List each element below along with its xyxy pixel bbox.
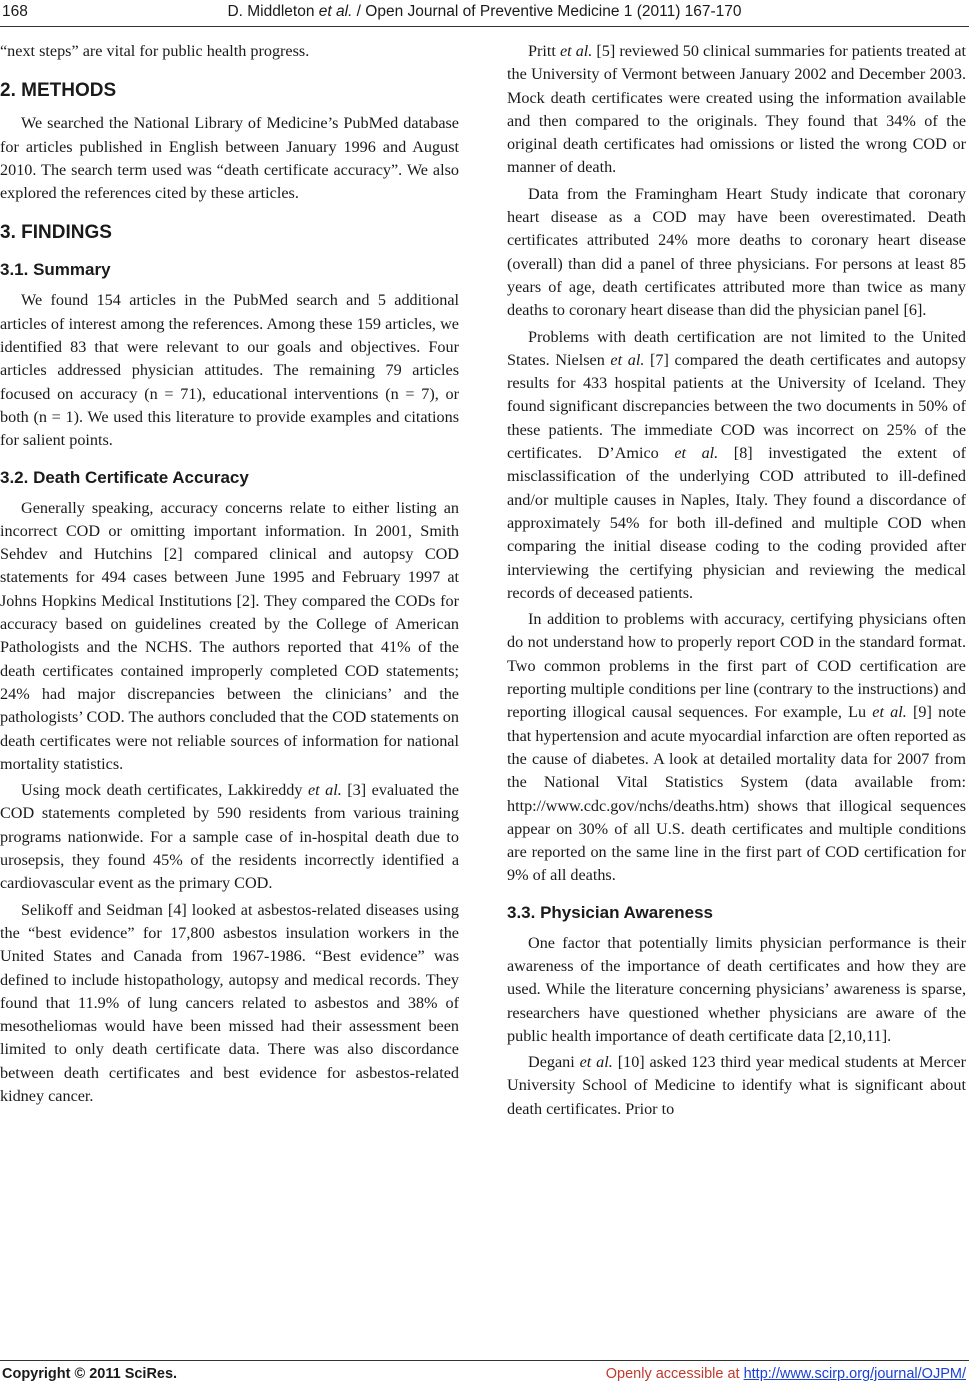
summary-heading: 3.1. Summary — [0, 260, 111, 280]
findings-heading: 3. FINDINGS — [0, 222, 112, 244]
journal-link[interactable]: http://www.scirp.org/journal/OJPM/ — [743, 1366, 966, 1382]
copyright-notice: Copyright © 2011 SciRes. — [2, 1366, 178, 1382]
right-column — [507, 40, 966, 1124]
accuracy-paragraph-3: Selikoff and Seidman [4] looked at asbestos-related diseases using the “best evidence” for 17,800 asbestos insulation workers in the United States and Canada from 1967-1986. “Best evidence” was defined to include histopathology, autopsy and medical records. They found that 11.9% of lung cancers related to asbestos and 38% of mesotheliomas would have been missed had their assessment been limited to only death certificate data. There was also discordance between death certificates and best evidence for asbestos-related kidney cancer. — [0, 900, 459, 1105]
intro-continuation: “next steps” are vital for public health progress. — [0, 42, 310, 60]
awareness-paragraph-1: One factor that potentially limits physician performance is their awareness of the importance of death certificates and how they are used. While the literature concerning physicians’ awareness is sparse, researchers have questioned whether physicians are aware of the public health importance of death certificate data [2,10,11]. — [507, 933, 966, 1045]
accuracy-paragraph-2: Using mock death certificates, Lakkireddy et al. [3] evaluated the COD statements completed by 590 residents from various training programs nationwide. For a sample case of in-hospital death due to urosepsis, they found 45% of the residents incorrectly identified a cardiovascular event as the primary COD. — [0, 781, 459, 893]
accuracy-heading: 3.2. Death Certificate Accuracy — [0, 467, 249, 487]
page-footer — [0, 1360, 969, 1384]
methods-heading: 2. METHODS — [0, 80, 117, 102]
framingham-paragraph: Data from the Framingham Heart Study indicate that coronary heart disease as a COD may have been overestimated. Death certificates attributed 24% more deaths to coronary heart disease (overall) than did a panel of three physicians. For persons at least 85 years of age, death certificates attributed more than twice as many deaths to coronary heart disease than did the physician panel [6]. — [507, 184, 966, 320]
left-column — [0, 40, 459, 1111]
page-number: 168 — [2, 3, 28, 20]
open-access-notice: Openly accessible at http://www.scirp.org/journal/OJPM/ — [605, 1366, 966, 1382]
footer-rule — [0, 1360, 969, 1361]
header-rule — [0, 26, 969, 27]
summary-paragraph: We found 154 articles in the PubMed search and 5 additional articles of interest among the references. Among these 159 articles, we identified 83 that were relevant to our goals and objectives. Four articles addressed physician attitudes. The remaining 79 articles focused on accuracy (n = 71), educational interventions (n = 7), or both (n = 1). We used this literature to provide examples and citations for salient points. — [0, 291, 459, 450]
pritt-paragraph: Pritt et al. [5] reviewed 50 clinical summaries for patients treated at the University of Vermont between January 2002 and December 2003. Mock death certificates were created using the information available and then compared to the originals. They found that 34% of the original death certificates had omissions or listed the wrong COD or manner of death. — [507, 42, 966, 177]
methods-paragraph: We searched the National Library of Medicine’s PubMed database for articles published in English between January 1996 and August 2010. The search term used was “death certificate accuracy”. We also explored the references cited by these articles. — [0, 114, 459, 203]
running-header — [0, 1, 969, 23]
awareness-heading: 3.3. Physician Awareness — [507, 902, 714, 922]
format-problems-paragraph: In addition to problems with accuracy, certifying physicians often do not understand how to properly report COD in the standard format. Two common problems in the first part of COD certification are reporting multiple conditions per line (contrary to the instructions) and reporting illogical causal sequences. For example, Lu et al. [9] note that hypertension and acute myocardial infarction are often reported as the cause of diabetes. A look at detailed mortality data for 2007 from the National Vital Statistics System (data available from: http://www.cdc.gov/nchs/deaths.htm) shows that illogical sequences appear on 30% of all U.S. death certificates and multiple conditions are reported on the same line in the first part of COD certification for 9% of all deaths. — [507, 610, 966, 885]
accuracy-paragraph-1: Generally speaking, accuracy concerns relate to either listing an incorrect COD or omitting important information. In 2001, Smith Sehdev and Hutchins [2] compared clinical and autopsy COD statements for 494 cases between June 1995 and February 1997 at Johns Hopkins Medical Institutions [2]. They compared the CODs for accuracy based on guidelines created by the College of American Pathologists and the NCHS. The authors reported that 41% of the death certificates contained improperly completed COD statements; 24% had major discrepancies between the clinicians’ and the pathologists’ COD. The authors concluded that the COD statements on death certificates were not reliable sources of information for national mortality statistics. — [0, 498, 459, 773]
journal-citation: D. Middleton et al. / Open Journal of Preventive Medicine 1 (2011) 167-170 — [227, 3, 742, 20]
international-paragraph: Problems with death certification are not limited to the United States. Nielsen et al. [7] compared the death certificates and autopsy results for 433 hospital patients at the University of Iceland. They found significant discrepancies between the two documents in 50% of these patients. The immediate COD was incorrect on 25% of the certificates. D’Amico et al. [8] investigated the extent of misclassification of the underlying COD attributed to ill-defined and/or multiple causes in Naples, Italy. They found a discordance of approximately 54% for both ill-defined and multiple COD when comparing the initial disease coding to the coding provided after interviewing the certifying physician and reviewing the medical records of deceased patients. — [507, 327, 967, 602]
awareness-paragraph-2: Degani et al. [10] asked 123 third year medical students at Mercer University School of Medicine to identify what is significant about death certificates. Prior to — [507, 1053, 966, 1118]
